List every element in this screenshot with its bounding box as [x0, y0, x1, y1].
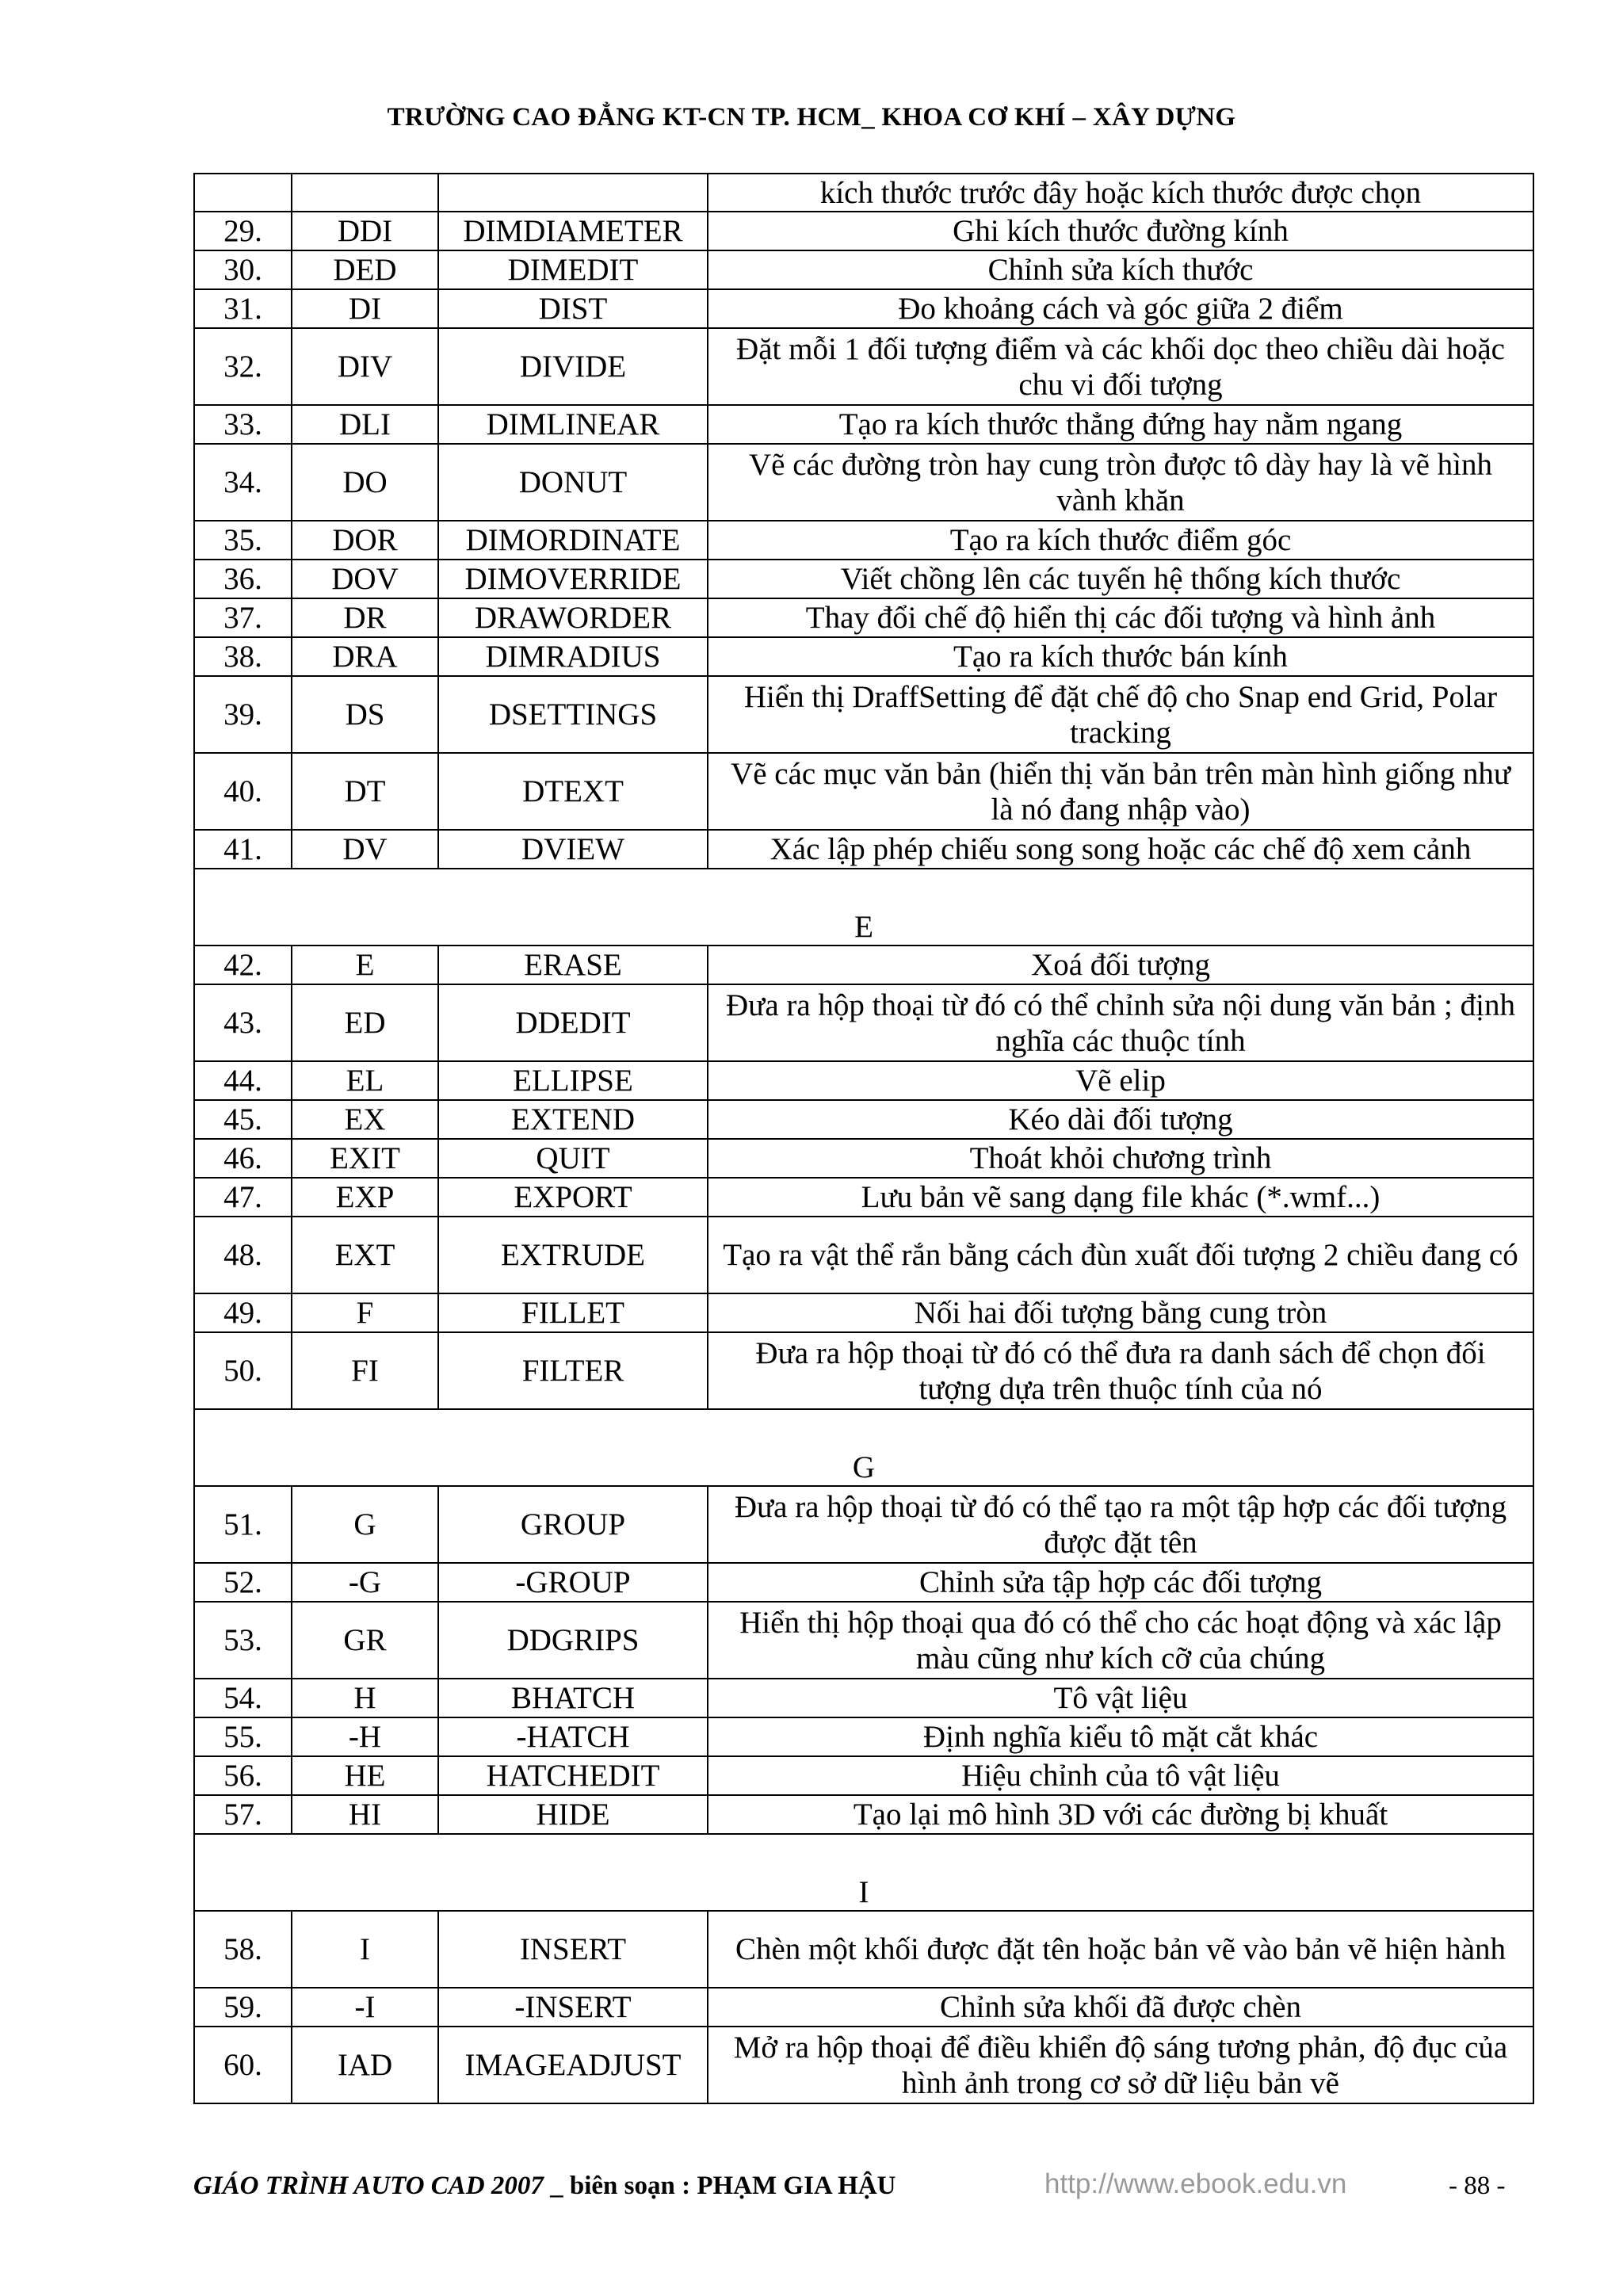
table-row: [194, 444, 1533, 521]
command-description: Lưu bản vẽ sang dạng file khác (*.wmf...): [708, 1178, 1533, 1217]
command-alias: DDI: [292, 212, 438, 250]
command-description: Xoá đối tượng: [708, 946, 1533, 984]
command-alias: -G: [292, 1563, 438, 1602]
command-alias: DI: [292, 289, 438, 328]
table-row: [194, 1911, 1533, 1988]
command-name: EXPORT: [438, 1178, 708, 1217]
row-number: 29.: [194, 212, 292, 250]
command-name: DRAWORDER: [438, 598, 708, 637]
command-name: DIMRADIUS: [438, 637, 708, 676]
command-name: DIMOVERRIDE: [438, 560, 708, 598]
section-row: [194, 1409, 1533, 1486]
row-number: 30.: [194, 250, 292, 289]
row-number: 32.: [194, 328, 292, 405]
row-number: 40.: [194, 753, 292, 830]
command-name: DVIEW: [438, 830, 708, 869]
command-alias: DED: [292, 250, 438, 289]
footer-book-info: [193, 2172, 896, 2201]
command-name: BHATCH: [438, 1679, 708, 1717]
command-description: Chèn một khối được đặt tên hoặc bản vẽ vào bản vẽ hiện hành: [708, 1911, 1533, 1988]
table-row: [194, 830, 1533, 869]
row-number: 44.: [194, 1061, 292, 1100]
command-name: DSETTINGS: [438, 676, 708, 753]
command-alias: DR: [292, 598, 438, 637]
command-name: FILLET: [438, 1293, 708, 1332]
table-row: [194, 1756, 1533, 1795]
command-alias: -H: [292, 1717, 438, 1756]
row-number: 35.: [194, 521, 292, 560]
command-alias: G: [292, 1486, 438, 1563]
table-row: [194, 2027, 1533, 2103]
table-row: [194, 1602, 1533, 1679]
table-row: [194, 1332, 1533, 1409]
footer-author-label: _ biên soạn :: [543, 2172, 697, 2200]
command-name: DONUT: [438, 444, 708, 521]
command-alias: DOR: [292, 521, 438, 560]
command-alias: -I: [292, 1988, 438, 2027]
table-row: [194, 405, 1533, 444]
command-name: DIMLINEAR: [438, 405, 708, 444]
command-name: HIDE: [438, 1795, 708, 1834]
page-number: - 88 -: [1449, 2172, 1506, 2200]
row-number: 46.: [194, 1139, 292, 1178]
row-number: 53.: [194, 1602, 292, 1679]
command-description: Tạo ra vật thể rắn bằng cách đùn xuất đối tượng 2 chiều đang có: [708, 1217, 1533, 1293]
footer-author: PHẠM GIA HẬU: [697, 2172, 896, 2200]
row-number: 42.: [194, 946, 292, 984]
table-row: [194, 946, 1533, 984]
command-alias: DT: [292, 753, 438, 830]
row-number: 39.: [194, 676, 292, 753]
command-alias: DIV: [292, 328, 438, 405]
command-description: Chỉnh sửa kích thước: [708, 250, 1533, 289]
command-name: DIMEDIT: [438, 250, 708, 289]
table-row: [194, 1679, 1533, 1717]
command-alias: [292, 174, 438, 212]
row-number: 38.: [194, 637, 292, 676]
table-row: [194, 1100, 1533, 1139]
command-description: Tạo ra kích thước thẳng đứng hay nằm ngang: [708, 405, 1533, 444]
command-alias: E: [292, 946, 438, 984]
table-row: [194, 289, 1533, 328]
command-alias: DOV: [292, 560, 438, 598]
command-alias: GR: [292, 1602, 438, 1679]
command-description: Nối hai đối tượng bằng cung tròn: [708, 1293, 1533, 1332]
command-name: EXTEND: [438, 1100, 708, 1139]
command-name: QUIT: [438, 1139, 708, 1178]
table-row: [194, 676, 1533, 753]
row-number: 56.: [194, 1756, 292, 1795]
row-number: 36.: [194, 560, 292, 598]
command-alias: EX: [292, 1100, 438, 1139]
section-row: [194, 869, 1533, 946]
command-alias: HI: [292, 1795, 438, 1834]
table-row: [194, 1293, 1533, 1332]
table-row: [194, 1717, 1533, 1756]
table-row: [194, 174, 1533, 212]
row-number: 52.: [194, 1563, 292, 1602]
command-description: Chỉnh sửa khối đã được chèn: [708, 1988, 1533, 2027]
table-row: [194, 1178, 1533, 1217]
table-row: [194, 753, 1533, 830]
command-name: EXTRUDE: [438, 1217, 708, 1293]
table-row: [194, 1563, 1533, 1602]
command-description: Tô vật liệu: [708, 1679, 1533, 1717]
command-alias: FI: [292, 1332, 438, 1409]
command-description: Đưa ra hộp thoại từ đó có thể chỉnh sửa nội dung văn bản ; định nghĩa các thuộc tính: [708, 984, 1533, 1061]
row-number: 59.: [194, 1988, 292, 2027]
command-description: Chỉnh sửa tập hợp các đối tượng: [708, 1563, 1533, 1602]
command-alias: F: [292, 1293, 438, 1332]
command-name: DDEDIT: [438, 984, 708, 1061]
table-row: [194, 1217, 1533, 1293]
command-name: GROUP: [438, 1486, 708, 1563]
table-row: [194, 1061, 1533, 1100]
command-name: -HATCH: [438, 1717, 708, 1756]
row-number: [194, 174, 292, 212]
command-alias: I: [292, 1911, 438, 1988]
row-number: 31.: [194, 289, 292, 328]
section-row: [194, 1834, 1533, 1911]
command-name: FILTER: [438, 1332, 708, 1409]
command-alias: H: [292, 1679, 438, 1717]
command-alias: DS: [292, 676, 438, 753]
table-row: [194, 328, 1533, 405]
table-row: [194, 212, 1533, 250]
command-description: Tạo lại mô hình 3D với các đường bị khuất: [708, 1795, 1533, 1834]
row-number: 49.: [194, 1293, 292, 1332]
command-alias: EXP: [292, 1178, 438, 1217]
footer-url: http://www.ebook.edu.vn: [1044, 2168, 1347, 2199]
table-row: [194, 1795, 1533, 1834]
row-number: 33.: [194, 405, 292, 444]
command-name: -INSERT: [438, 1988, 708, 2027]
row-number: 50.: [194, 1332, 292, 1409]
command-description: kích thước trước đây hoặc kích thước được chọn: [708, 174, 1533, 212]
command-alias: EXIT: [292, 1139, 438, 1178]
command-alias: DLI: [292, 405, 438, 444]
command-description: Mở ra hộp thoại để điều khiển độ sáng tương phản, độ đục của hình ảnh trong cơ sở dữ liệu bản vẽ: [708, 2027, 1533, 2103]
table-row: [194, 637, 1533, 676]
row-number: 43.: [194, 984, 292, 1061]
section-letter: G: [194, 1409, 1533, 1486]
row-number: 55.: [194, 1717, 292, 1756]
command-description: Đo khoảng cách và góc giữa 2 điểm: [708, 289, 1533, 328]
table-row: [194, 1486, 1533, 1563]
command-description: Ghi kích thước đường kính: [708, 212, 1533, 250]
command-name: -GROUP: [438, 1563, 708, 1602]
command-description: Kéo dài đối tượng: [708, 1100, 1533, 1139]
command-description: Vẽ các đường tròn hay cung tròn được tô dày hay là vẽ hình vành khăn: [708, 444, 1533, 521]
command-description: Hiển thị hộp thoại qua đó có thể cho các hoạt động và xác lập màu cũng như kích cỡ của chúng: [708, 1602, 1533, 1679]
row-number: 51.: [194, 1486, 292, 1563]
row-number: 57.: [194, 1795, 292, 1834]
table-row: [194, 1988, 1533, 2027]
table-row: [194, 250, 1533, 289]
command-description: Thoát khỏi chương trình: [708, 1139, 1533, 1178]
row-number: 34.: [194, 444, 292, 521]
command-table: [193, 173, 1534, 2104]
row-number: 58.: [194, 1911, 292, 1988]
section-letter: I: [194, 1834, 1533, 1911]
row-number: 60.: [194, 2027, 292, 2103]
command-description: Vẽ các mục văn bản (hiển thị văn bản trên màn hình giống như là nó đang nhập vào): [708, 753, 1533, 830]
command-name: IMAGEADJUST: [438, 2027, 708, 2103]
command-alias: DO: [292, 444, 438, 521]
command-alias: EXT: [292, 1217, 438, 1293]
table-row: [194, 984, 1533, 1061]
command-name: DTEXT: [438, 753, 708, 830]
command-alias: HE: [292, 1756, 438, 1795]
command-description: Thay đổi chế độ hiển thị các đối tượng và hình ảnh: [708, 598, 1533, 637]
command-name: [438, 174, 708, 212]
command-description: Đặt mỗi 1 đối tượng điểm và các khối dọc theo chiều dài hoặc chu vi đối tượng: [708, 328, 1533, 405]
command-description: Đưa ra hộp thoại từ đó có thể tạo ra một tập hợp các đối tượng được đặt tên: [708, 1486, 1533, 1563]
command-description: Đưa ra hộp thoại từ đó có thể đưa ra danh sách để chọn đối tượng dựa trên thuộc tính của nó: [708, 1332, 1533, 1409]
command-description: Định nghĩa kiểu tô mặt cắt khác: [708, 1717, 1533, 1756]
command-name: DIMORDINATE: [438, 521, 708, 560]
row-number: 45.: [194, 1100, 292, 1139]
footer-book-title: GIÁO TRÌNH AUTO CAD 2007: [193, 2172, 544, 2200]
command-description: Vẽ elip: [708, 1061, 1533, 1100]
command-alias: EL: [292, 1061, 438, 1100]
command-name: ERASE: [438, 946, 708, 984]
table-row: [194, 560, 1533, 598]
section-letter: E: [194, 869, 1533, 946]
command-name: DIST: [438, 289, 708, 328]
command-description: Hiển thị DraffSetting để đặt chế độ cho Snap end Grid, Polar tracking: [708, 676, 1533, 753]
command-alias: ED: [292, 984, 438, 1061]
command-description: Xác lập phép chiếu song song hoặc các chế độ xem cảnh: [708, 830, 1533, 869]
command-name: HATCHEDIT: [438, 1756, 708, 1795]
table-row: [194, 521, 1533, 560]
row-number: 48.: [194, 1217, 292, 1293]
command-name: DIVIDE: [438, 328, 708, 405]
command-description: Tạo ra kích thước bán kính: [708, 637, 1533, 676]
row-number: 41.: [194, 830, 292, 869]
row-number: 54.: [194, 1679, 292, 1717]
table-row: [194, 598, 1533, 637]
table-row: [194, 1139, 1533, 1178]
command-name: ELLIPSE: [438, 1061, 708, 1100]
command-name: INSERT: [438, 1911, 708, 1988]
command-alias: IAD: [292, 2027, 438, 2103]
row-number: 47.: [194, 1178, 292, 1217]
command-name: DIMDIAMETER: [438, 212, 708, 250]
row-number: 37.: [194, 598, 292, 637]
page-header-title: TRƯỜNG CAO ĐẲNG KT-CN TP. HCM_ KHOA CƠ KHÍ – XÂY DỰNG: [387, 103, 1236, 132]
command-alias: DRA: [292, 637, 438, 676]
command-description: Hiệu chỉnh của tô vật liệu: [708, 1756, 1533, 1795]
command-name: DDGRIPS: [438, 1602, 708, 1679]
command-alias: DV: [292, 830, 438, 869]
command-description: Viết chồng lên các tuyến hệ thống kích thước: [708, 560, 1533, 598]
command-description: Tạo ra kích thước điểm góc: [708, 521, 1533, 560]
